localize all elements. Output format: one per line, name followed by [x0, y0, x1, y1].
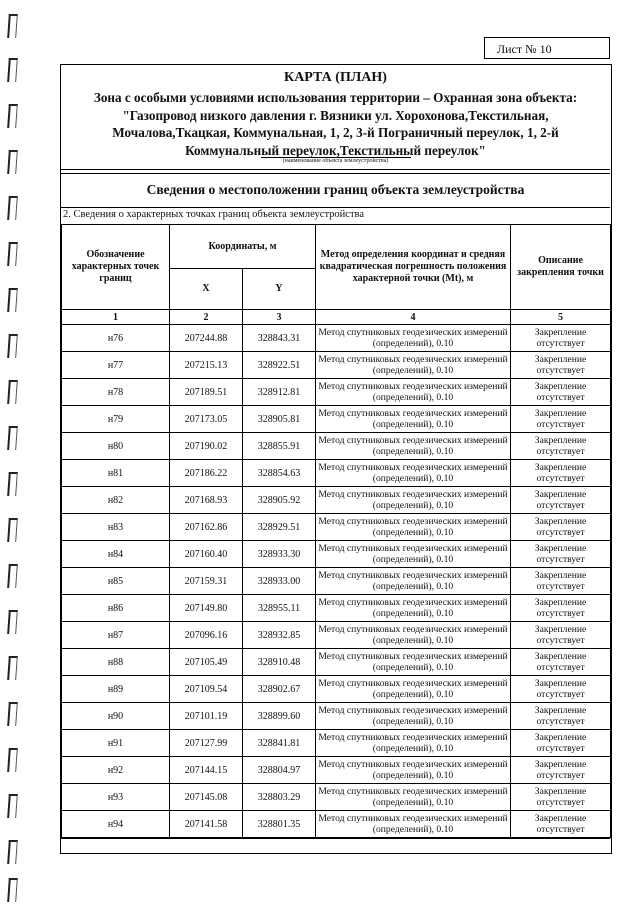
y-cell: 328929.51 — [243, 514, 316, 541]
boundary-points-table — [61, 224, 611, 838]
table-row — [62, 568, 611, 595]
table-row — [62, 406, 611, 433]
table-row — [62, 784, 611, 811]
table-row — [62, 325, 611, 352]
method-cell: Метод спутниковых геодезических измерений (определений), 0.10 — [316, 325, 511, 352]
header-method: Метод определения координат и средняя квадратическая погрешность положения характерной точки (Mt), м — [316, 225, 511, 310]
point-cell: н87 — [62, 622, 170, 649]
table-row — [62, 730, 611, 757]
method-cell: Метод спутниковых геодезических измерений (определений), 0.10 — [316, 433, 511, 460]
point-cell: н82 — [62, 487, 170, 514]
point-cell: н94 — [62, 811, 170, 838]
y-cell: 328922.51 — [243, 352, 316, 379]
desc-cell: Закрепление отсутствует — [511, 352, 611, 379]
point-cell: н90 — [62, 703, 170, 730]
desc-cell: Закрепление отсутствует — [511, 622, 611, 649]
y-cell: 328803.29 — [243, 784, 316, 811]
y-cell: 328932.85 — [243, 622, 316, 649]
x-cell: 207096.16 — [170, 622, 243, 649]
binding-marks — [6, 0, 22, 905]
point-cell: н84 — [62, 541, 170, 568]
desc-cell: Закрепление отсутствует — [511, 676, 611, 703]
divider — [61, 169, 610, 170]
y-cell: 328804.97 — [243, 757, 316, 784]
method-cell: Метод спутниковых геодезических измерений (определений), 0.10 — [316, 487, 511, 514]
table-row — [62, 676, 611, 703]
y-cell: 328899.60 — [243, 703, 316, 730]
desc-cell: Закрепление отсутствует — [511, 703, 611, 730]
method-cell: Метод спутниковых геодезических измерений (определений), 0.10 — [316, 406, 511, 433]
x-cell: 207159.31 — [170, 568, 243, 595]
method-cell: Метод спутниковых геодезических измерений (определений), 0.10 — [316, 622, 511, 649]
section-subtitle: 2. Сведения о характерных точках границ объекта землеустройства — [63, 209, 365, 220]
y-cell: 328902.67 — [243, 676, 316, 703]
y-cell: 328905.81 — [243, 406, 316, 433]
y-cell: 328854.63 — [243, 460, 316, 487]
y-cell: 328912.81 — [243, 379, 316, 406]
method-cell: Метод спутниковых геодезических измерений (определений), 0.10 — [316, 595, 511, 622]
desc-cell: Закрепление отсутствует — [511, 460, 611, 487]
desc-cell: Закрепление отсутствует — [511, 649, 611, 676]
desc-cell: Закрепление отсутствует — [511, 595, 611, 622]
point-cell: н85 — [62, 568, 170, 595]
x-cell: 207144.15 — [170, 757, 243, 784]
header-x: X — [170, 269, 243, 310]
method-cell: Метод спутниковых геодезических измерений (определений), 0.10 — [316, 703, 511, 730]
method-cell: Метод спутниковых геодезических измерений (определений), 0.10 — [316, 757, 511, 784]
point-cell: н83 — [62, 514, 170, 541]
method-cell: Метод спутниковых геодезических измерений (определений), 0.10 — [316, 379, 511, 406]
table-row — [62, 757, 611, 784]
desc-cell: Закрепление отсутствует — [511, 730, 611, 757]
document-frame — [60, 64, 612, 854]
header-desc: Описание закрепления точки — [511, 225, 611, 310]
point-cell: н81 — [62, 460, 170, 487]
desc-cell: Закрепление отсутствует — [511, 568, 611, 595]
header-point: Обозначение характерных точек границ — [62, 225, 170, 310]
sheet-number: Лист № 10 — [484, 37, 610, 59]
point-cell: н78 — [62, 379, 170, 406]
point-cell: н79 — [62, 406, 170, 433]
y-cell: 328843.31 — [243, 325, 316, 352]
y-cell: 328955.11 — [243, 595, 316, 622]
table-row — [62, 811, 611, 838]
x-cell: 207162.86 — [170, 514, 243, 541]
x-cell: 207145.08 — [170, 784, 243, 811]
header-y: Y — [243, 269, 316, 310]
x-cell: 207160.40 — [170, 541, 243, 568]
method-cell: Метод спутниковых геодезических измерений (определений), 0.10 — [316, 676, 511, 703]
desc-cell: Закрепление отсутствует — [511, 541, 611, 568]
y-cell: 328905.92 — [243, 487, 316, 514]
x-cell: 207141.58 — [170, 811, 243, 838]
desc-cell: Закрепление отсутствует — [511, 784, 611, 811]
y-cell: 328933.00 — [243, 568, 316, 595]
document-title: КАРТА (ПЛАН) — [284, 70, 387, 85]
object-description: Зона с особыми условиями использования территории – Охранная зона объекта: "Газопровод низкого давления г. Вязники ул. Хорохонова,Текстильная, Мочалова,Ткацкая, Коммунальная, 1, 2, 3-й Пограничный переулок, 1, 2-й Коммунальный переулок,Текстильный переулок" — [93, 90, 578, 158]
table-row — [62, 703, 611, 730]
point-cell: н80 — [62, 433, 170, 460]
y-cell: 328910.48 — [243, 649, 316, 676]
table-row — [62, 379, 611, 406]
section-title: Сведения о местоположении границ объекта землеустройства — [146, 182, 525, 197]
point-cell: н77 — [62, 352, 170, 379]
method-cell: Метод спутниковых геодезических измерений (определений), 0.10 — [316, 649, 511, 676]
x-cell: 207173.05 — [170, 406, 243, 433]
y-cell: 328801.35 — [243, 811, 316, 838]
method-cell: Метод спутниковых геодезических измерений (определений), 0.10 — [316, 568, 511, 595]
y-cell: 328933.30 — [243, 541, 316, 568]
table-row — [62, 595, 611, 622]
table-row — [62, 541, 611, 568]
method-cell: Метод спутниковых геодезических измерений (определений), 0.10 — [316, 784, 511, 811]
col-number: 5 — [511, 310, 611, 325]
method-cell: Метод спутниковых геодезических измерений (определений), 0.10 — [316, 352, 511, 379]
header-coords: Координаты, м — [170, 225, 316, 269]
x-cell: 207186.22 — [170, 460, 243, 487]
table-row — [62, 352, 611, 379]
table-bottom-border — [61, 838, 610, 839]
table-row — [62, 622, 611, 649]
col-number: 4 — [316, 310, 511, 325]
x-cell: 207215.13 — [170, 352, 243, 379]
desc-cell: Закрепление отсутствует — [511, 514, 611, 541]
desc-cell: Закрепление отсутствует — [511, 811, 611, 838]
y-cell: 328855.91 — [243, 433, 316, 460]
point-cell: н86 — [62, 595, 170, 622]
point-cell: н93 — [62, 784, 170, 811]
x-cell: 207189.51 — [170, 379, 243, 406]
point-cell: н92 — [62, 757, 170, 784]
x-cell: 207127.99 — [170, 730, 243, 757]
x-cell: 207190.02 — [170, 433, 243, 460]
table-row — [62, 649, 611, 676]
point-cell: н89 — [62, 676, 170, 703]
x-cell: 207105.49 — [170, 649, 243, 676]
table-row — [62, 460, 611, 487]
method-cell: Метод спутниковых геодезических измерений (определений), 0.10 — [316, 730, 511, 757]
x-cell: 207101.19 — [170, 703, 243, 730]
point-cell: н76 — [62, 325, 170, 352]
method-cell: Метод спутниковых геодезических измерений (определений), 0.10 — [316, 811, 511, 838]
desc-cell: Закрепление отсутствует — [511, 757, 611, 784]
method-cell: Метод спутниковых геодезических измерений (определений), 0.10 — [316, 460, 511, 487]
y-cell: 328841.81 — [243, 730, 316, 757]
desc-cell: Закрепление отсутствует — [511, 406, 611, 433]
col-number: 3 — [243, 310, 316, 325]
table-row — [62, 433, 611, 460]
desc-cell: Закрепление отсутствует — [511, 325, 611, 352]
col-number: 2 — [170, 310, 243, 325]
x-cell: 207109.54 — [170, 676, 243, 703]
x-cell: 207149.80 — [170, 595, 243, 622]
x-cell: 207168.93 — [170, 487, 243, 514]
desc-cell: Закрепление отсутствует — [511, 379, 611, 406]
desc-cell: Закрепление отсутствует — [511, 487, 611, 514]
point-cell: н88 — [62, 649, 170, 676]
table-row — [62, 487, 611, 514]
point-cell: н91 — [62, 730, 170, 757]
method-cell: Метод спутниковых геодезических измерений (определений), 0.10 — [316, 541, 511, 568]
col-number: 1 — [62, 310, 170, 325]
title-block — [61, 65, 610, 169]
method-cell: Метод спутниковых геодезических измерений (определений), 0.10 — [316, 514, 511, 541]
desc-cell: Закрепление отсутствует — [511, 433, 611, 460]
x-cell: 207244.88 — [170, 325, 243, 352]
object-caption: (наименование объекта землеустройства) — [282, 158, 389, 164]
table-row — [62, 514, 611, 541]
